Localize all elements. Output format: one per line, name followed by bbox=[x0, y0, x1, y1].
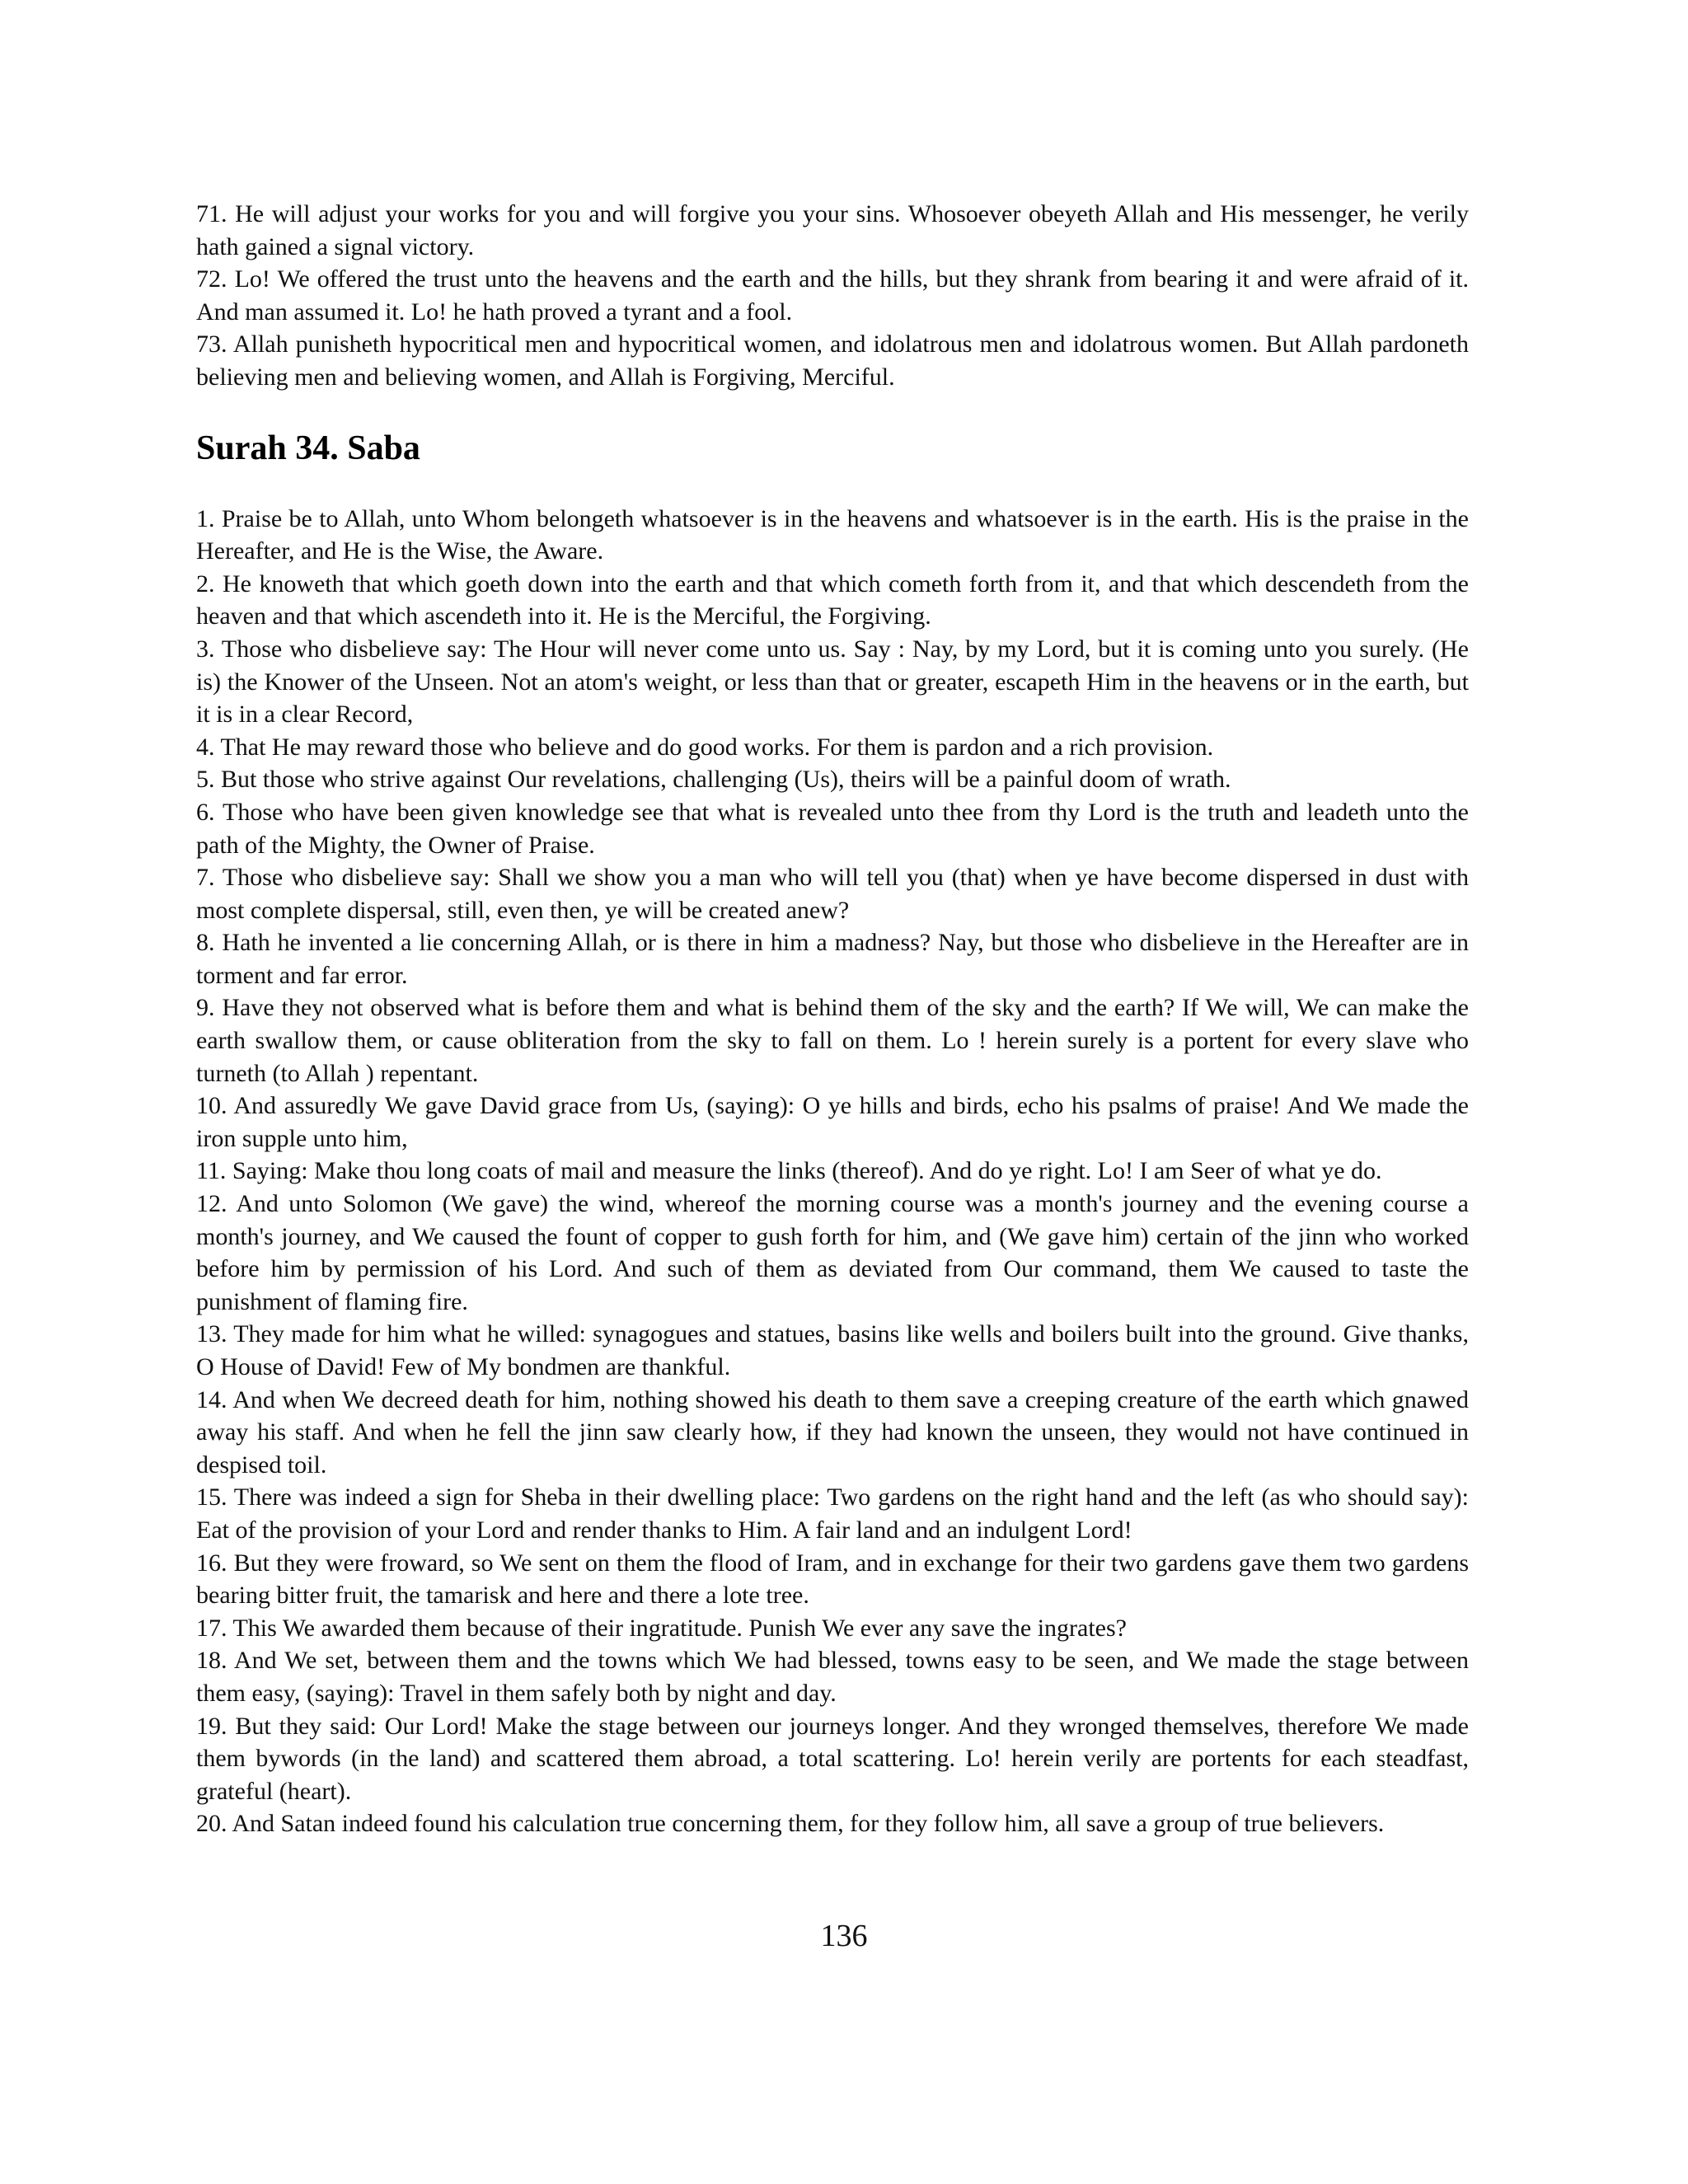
verse-4: 4. That He may reward those who believe and do good works. For them is pardon and a rich provision. bbox=[196, 733, 1214, 761]
verse-6: 6. Those who have been given knowledge see that what is revealed unto thee from thy Lord is the truth and leadeth unto the path of the Mighty, the Owner of Praise. bbox=[196, 798, 1469, 859]
verse-18: 18. And We set, between them and the towns which We had blessed, towns easy to be seen, and We made the stage between them easy, (saying): Travel in them safely both by night and day. bbox=[196, 1647, 1469, 1707]
verse-14: 14. And when We decreed death for him, nothing showed his death to them save a creeping creature of the earth which gnawed away his staff. And when he fell the jinn saw clearly how, if they had known the unseen, they would not have continued in despised toil. bbox=[196, 1385, 1469, 1479]
verse-71: 71. He will adjust your works for you and will forgive you your sins. Whosoever obeyeth Allah and His messenger, he verily hath gained a signal victory. bbox=[196, 200, 1469, 260]
verse-5: 5. But those who strive against Our revelations, challenging (Us), theirs will be a painful doom of wrath. bbox=[196, 766, 1231, 794]
verse-1: 1. Praise be to Allah, unto Whom belongeth whatsoever is in the heavens and whatsoever is in the earth. His is the praise in the Hereafter, and He is the Wise, the Aware. bbox=[196, 504, 1469, 565]
surah-verses bbox=[196, 503, 1469, 1840]
verse-16: 16. But they were froward, so We sent on them the flood of Iram, and in exchange for their two gardens gave them two gardens bearing bitter fruit, the tamarisk and here and there a lote tree. bbox=[196, 1549, 1469, 1610]
verse-15: 15. There was indeed a sign for Sheba in their dwelling place: Two gardens on the right hand and the left (as who should say): Eat of the provision of your Lord and render thanks to Him. A fair land and an indulgent Lord! bbox=[196, 1483, 1469, 1544]
verse-9: 9. Have they not observed what is before them and what is behind them of the sky and the earth? If We will, We can make the earth swallow them, or cause obliteration from the sky to fall on them. Lo ! herein surely is a portent for every slave who turneth (to Allah ) repentant. bbox=[196, 994, 1469, 1087]
verse-7: 7. Those who disbelieve say: Shall we show you a man who will tell you (that) when ye have become dispersed in dust with most complete dispersal, still, even then, ye will be created anew? bbox=[196, 864, 1469, 924]
page-number: 136 bbox=[820, 1919, 868, 1953]
surah-heading: Surah 34. Saba bbox=[196, 429, 420, 467]
verse-73: 73. Allah punisheth hypocritical men and hypocritical women, and idolatrous men and idolatrous women. But Allah pardoneth believing men and believing women, and Allah is Forgiving, Merciful. bbox=[196, 330, 1469, 391]
page-content bbox=[196, 198, 1469, 1840]
verse-72: 72. Lo! We offered the trust unto the heavens and the earth and the hills, but they shrank from bearing it and were afraid of it. And man assumed it. Lo! he hath proved a tyrant and a fool. bbox=[196, 265, 1469, 326]
verse-13: 13. They made for him what he willed: synagogues and statues, basins like wells and boilers built into the ground. Give thanks, O House of David! Few of My bondmen are thankful. bbox=[196, 1320, 1469, 1380]
verse-2: 2. He knoweth that which goeth down into the earth and that which cometh forth from it, and that which descendeth from the heaven and that which ascendeth into it. He is the Merciful, the Forgiving. bbox=[196, 569, 1469, 630]
verse-19: 19. But they said: Our Lord! Make the stage between our journeys longer. And they wronged themselves, therefore We made them bywords (in the land) and scattered them abroad, a total scattering. Lo! herein verily are portents for each steadfast, grateful (heart). bbox=[196, 1712, 1469, 1805]
verse-17: 17. This We awarded them because of their ingratitude. Punish We ever any save the ingrates? bbox=[196, 1614, 1127, 1642]
verse-3: 3. Those who disbelieve say: The Hour will never come unto us. Say : Nay, by my Lord, but it is coming unto you surely. (He is) the Knower of the Unseen. Not an atom's weight, or less than that or greater, escapeth Him in the heavens or in the earth, but it is in a clear Record, bbox=[196, 635, 1469, 729]
verse-8: 8. Hath he invented a lie concerning Allah, or is there in him a madness? Nay, but those who disbelieve in the Hereafter are in torment and far error. bbox=[196, 929, 1469, 989]
verse-11: 11. Saying: Make thou long coats of mail and measure the links (thereof). And do ye right. Lo! I am Seer of what ye do. bbox=[196, 1157, 1382, 1185]
verse-12: 12. And unto Solomon (We gave) the wind, whereof the morning course was a month's journey and the evening course a month's journey, and We caused the fount of copper to gush forth for him, and (We gave him) certain of the jinn who worked before him by permission of his Lord. And such of them as deviated from Our command, them We caused to taste the punishment of flaming fire. bbox=[196, 1190, 1469, 1315]
verse-10: 10. And assuredly We gave David grace from Us, (saying): O ye hills and birds, echo his psalms of praise! And We made the iron supple unto him, bbox=[196, 1092, 1469, 1152]
previous-surah-ending bbox=[196, 198, 1469, 394]
verse-20: 20. And Satan indeed found his calculation true concerning them, for they follow him, all save a group of true believers. bbox=[196, 1810, 1385, 1838]
